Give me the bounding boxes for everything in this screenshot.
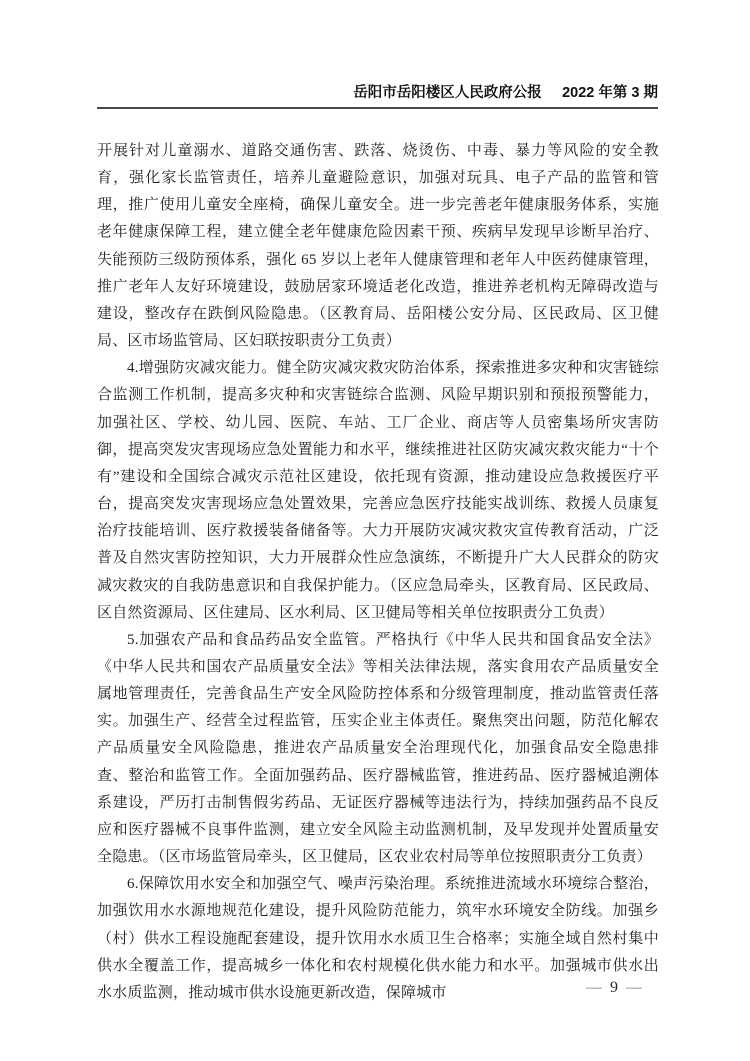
body-paragraph-item-4: 4.增强防灾减灾能力。健全防灾减灾救灾防治体系，探索推进多灾种和灾害链综合监测工作机制，提高多灾种和灾害链综合监测、风险早期识别和预报预警能力，加强社区、学校、幼儿园、医院、车站、工厂企业、商店等人员密集场所灾害防御，提高突发灾害现场应急处置能力和水平，继续推进社区防灾减灾救灾能力“十个有”建设和全国综合减灾示范社区建设，依托现有资源，推动建设应急救援医疗平台，提高突发灾害现场应急处置效果，完善应急医疗技能实战训练、救援人员康复治疗技能培训、医疗救援装备储备等。大力开展防灾减灾救灾宣传教育活动，广泛普及自然灾害防控知识，大力开展群众性应急演练，不断提升广大人民群众的防灾减灾救灾的自我防患意识和自我保护能力。（区应急局牵头，区教育局、区民政局、区自然资源局、区住建局、区水利局、区卫健局等相关单位按职责分工负责） (97, 360, 659, 621)
gazette-title: 岳阳市岳阳楼区人民政府公报 (353, 85, 542, 101)
page-header (97, 86, 658, 109)
body-paragraph-continuation: 开展针对儿童溺水、道路交通伤害、跌落、烧烫伤、中毒、暴力等风险的安全教育，强化家长监管责任，培养儿童避险意识，加强对玩具、电子产品的监管和管理，推广使用儿童安全座椅，确保儿童安全。进一步完善老年健康服务体系，实施老年健康保障工程，建立健全老年健康危险因素干预、疾病早发现早诊断早治疗、失能预防三级防预体系，强化 65 岁以上老年人健康管理和老年人中医药健康管理，推广老年人友好环境建设，鼓励居家环境适老化改造，推进养老机构无障碍改造与建设，整改存在跌倒风险隐患。（区教育局、岳阳楼公安分局、区民政局、区卫健局、区市场监管局、区妇联按职责分工负责） (97, 143, 659, 350)
header-rule (97, 107, 658, 109)
page-number-dash-left: — (586, 979, 603, 996)
body-paragraph-item-6: 6.保障饮用水安全和加强空气、噪声污染治理。系统推进流域水环境综合整治，加强饮用水水源地规范化建设，提升风险防范能力，筑牢水环境安全防线。加强乡（村）供水工程设施配套建设，提升饮用水水质卫生合格率；实施全域自然村集中供水全覆盖工作，提高城乡一体化和农村规模化供水能力和水平。加强城市供水出水水质监测，推动城市供水设施更新改造，保障城市 (97, 876, 659, 1001)
page-footer (579, 980, 650, 996)
document-body (97, 138, 659, 1007)
gazette-issue: 2022 年第 3 期 (562, 85, 658, 101)
page-number: 9 (610, 979, 619, 996)
running-head (97, 86, 658, 101)
page-number-dash-right: — (626, 979, 643, 996)
body-paragraph-item-5: 5.加强农产品和食品药品安全监管。严格执行《中华人民共和国食品安全法》《中华人民共和国农产品质量安全法》等相关法律法规，落实食用农产品质量安全属地管理责任，完善食品生产安全风险防控体系和分级管理制度，推动监管责任落实。加强生产、经营全过程监管，压实企业主体责任。聚焦突出问题，防范化解农产品质量安全风险隐患，推进农产品质量安全治理现代化，加强食品安全隐患排查、整治和监管工作。全面加强药品、医疗器械监管，推进药品、医疗器械追溯体系建设，严历打击制售假劣药品、无证医疗器械等违法行为，持续加强药品不良反应和医疗器械不良事件监测，建立安全风险主动监测机制，及早发现并处置质量安全隐患。（区市场监管局牵头，区卫健局，区农业农村局等单位按照职责分工负责） (97, 631, 659, 866)
